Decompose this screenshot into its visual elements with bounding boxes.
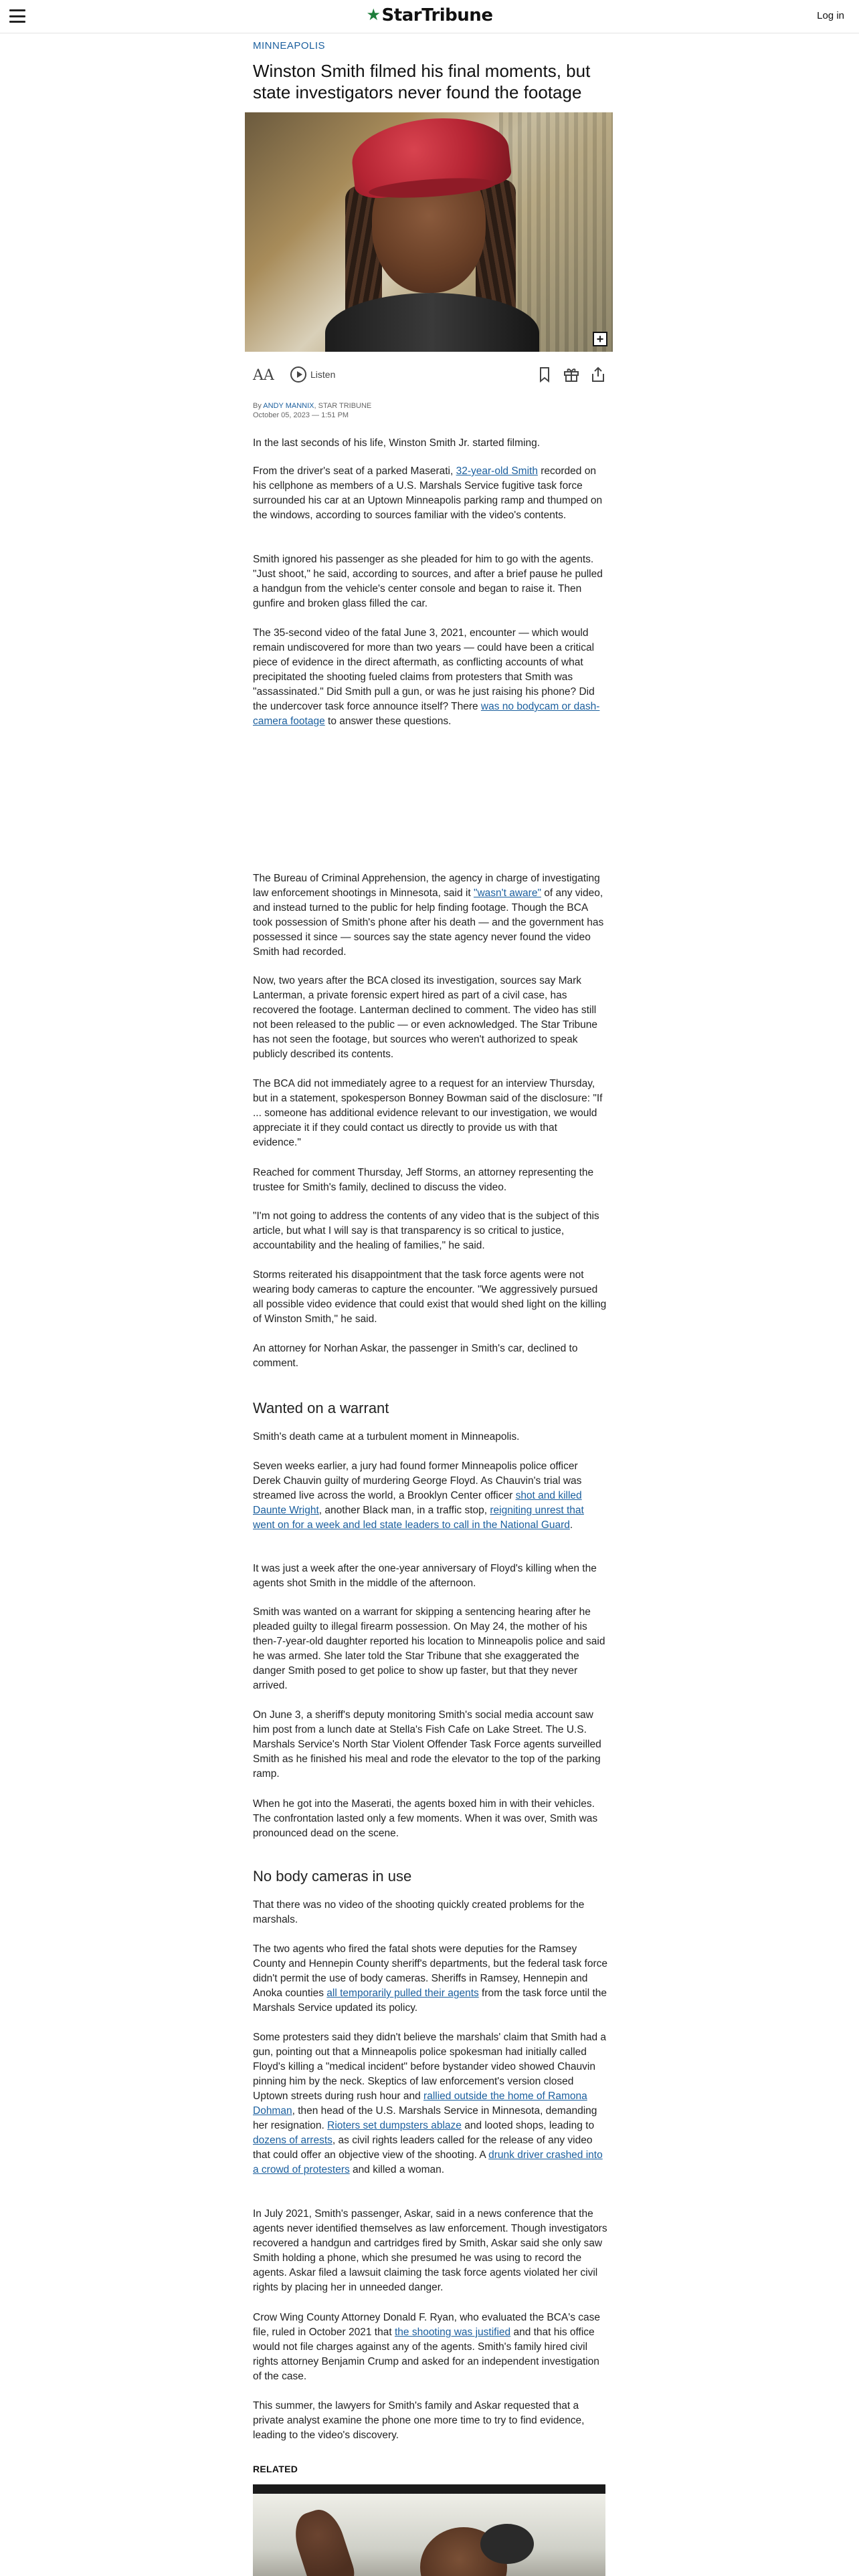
listen-label: Listen <box>310 369 336 380</box>
paragraph <box>253 2030 607 2177</box>
paragraph-text: and killed a woman. <box>349 2164 445 2175</box>
paragraph-text: , another Black man, in a traffic stop, <box>318 1505 490 1516</box>
logo-text: StarTribune <box>381 5 493 25</box>
paragraph-text: Crow Wing County Attorney Donald F. Ryan, who evaluated the BCA's case file, ruled in October 2021 that <box>253 2312 601 2338</box>
paragraph: Smith's death came at a turbulent moment in Minneapolis. <box>253 1431 520 1442</box>
paragraph-text: and looted shops, leading to <box>461 2120 595 2131</box>
font-size-label: AA <box>253 367 274 384</box>
paragraph: It was just a week after the one-year anniversary of Floyd's killing when the agents shot Smith in the middle of the afternoon. <box>253 1563 597 1589</box>
paragraph <box>253 626 607 729</box>
paragraph: "I'm not going to address the contents of any video that is the subject of this article, but what I will say is that transparency is so critical to justice, accountability and the healing of families," he said. <box>253 1210 599 1251</box>
author-link[interactable]: ANDY MANNIX <box>263 402 314 410</box>
headline: Winston Smith filmed his final moments, but state investigators never found the footage <box>253 61 591 102</box>
paragraph: That there was no video of the shooting quickly created problems for the marshals. <box>253 1899 585 1925</box>
paragraph-text: The two agents who fired the fatal shots were deputies for the Ramsey County and Hennepin County sheriff's departments, but the federal task force didn't permit the use of body cameras. Sheriffs in Ramsey, Hennepin and Anoka counties <box>253 1943 607 1999</box>
expand-icon[interactable]: + <box>593 332 607 346</box>
paragraph-text: recorded on his cellphone as members of a U.S. Marshals Service fugitive task force surrounded his car at an Uptown Minneapolis parking ramp and thumped on the windows, according to sources familiar with the video's contents. <box>253 465 603 521</box>
paragraph <box>253 1459 607 1533</box>
paragraph: Smith was wanted on a warrant for skipping a sentencing hearing after he pleaded guilty to illegal firearm possession. On May 24, the mother of his then-7-year-old daughter reported his location to Minneapolis police and said he was armed. She later told the Star Tribune that she exaggerated the danger Smith posed to get police to show up faster, but that they never arrived. <box>253 1606 605 1691</box>
inline-link[interactable]: the shooting was justified <box>394 2327 511 2338</box>
login-link[interactable]: Log in <box>817 10 844 21</box>
byline-prefix: By <box>253 402 262 410</box>
bookmark-icon[interactable] <box>536 366 553 383</box>
byline-outlet: , STAR TRIBUNE <box>314 402 372 410</box>
inline-link[interactable]: was no bodycam or dash-camera footage <box>253 701 600 727</box>
inline-link[interactable]: "wasn't aware" <box>473 887 541 899</box>
section-heading: Wanted on a warrant <box>253 1400 389 1416</box>
related-photo-cap <box>480 2524 534 2564</box>
hero-photo[interactable] <box>245 112 613 352</box>
paragraph <box>253 464 607 523</box>
paragraph-text: Seven weeks earlier, a jury had found former Minneapolis police officer Derek Chauvin guilty of murdering George Floyd. As Chauvin's trial was streamed live across the world, a Brooklyn Center officer <box>253 1461 582 1501</box>
paragraph: Storms reiterated his disappointment that the task force agents were not wearing body cameras to capture the encounter. "We aggressively pursued all possible video evidence that could exist that would shed light on the killing of Winston Smith," he said. <box>253 1269 607 1325</box>
paragraph: Smith ignored his passenger as she pleaded for him to go with the agents. "Just shoot," he said, according to sources, and after a brief pause he pulled a handgun from the vehicle's center console and began to raise it. Then gunfire and broken glass filled the car. <box>253 554 603 609</box>
paragraph-text: The Bureau of Criminal Apprehension, the agency in charge of investigating law enforcement shootings in Minnesota, said it <box>253 873 600 899</box>
related-story-image[interactable] <box>253 2484 605 2576</box>
star-icon: ★ <box>366 5 381 24</box>
paragraph <box>253 871 607 960</box>
paragraph: On June 3, a sheriff's deputy monitoring Smith's social media account saw him post from a lunch date at Stella's Fish Cafe on Lake Street. The U.S. Marshals Service's North Star Violent Offender Task Force agents surveilled Smith as he finished his meal and rode the elevator to the top of the parking ramp. <box>253 1709 601 1780</box>
inline-link[interactable]: 32-year-old Smith <box>456 465 538 477</box>
byline <box>253 401 607 420</box>
paragraph <box>253 1942 607 2016</box>
paragraph: In the last seconds of his life, Winston Smith Jr. started filming. <box>253 437 541 449</box>
gift-icon[interactable] <box>563 366 580 383</box>
paragraph-text: From the driver's seat of a parked Maserati, <box>253 465 456 477</box>
paragraph-text: Some protesters said they didn't believe the marshals' claim that Smith had a gun, pointing out that a Minneapolis police spokesman had initially called Floyd's killing a "medical incident" before bystander video showed Chauvin pinning him by the neck. Skeptics of law enforcement's version closed Uptown streets during rush hour and <box>253 2032 607 2102</box>
inline-link[interactable]: all temporarily pulled their agents <box>326 1988 479 1999</box>
paragraph-text: , then head of the U.S. Marshals Service in Minnesota, demanding her resignation. <box>253 2105 597 2131</box>
site-logo[interactable] <box>0 5 859 25</box>
inline-link[interactable]: drunk driver crashed into a crowd of protesters <box>253 2149 603 2175</box>
paragraph-text: , as civil rights leaders called for the release of any video that could offer an objective view of the shooting. A <box>253 2135 593 2161</box>
article-toolbar <box>253 366 607 386</box>
paragraph: Reached for comment Thursday, Jeff Storms, an attorney representing the trustee for Smith's family, declined to discuss the video. <box>253 1167 594 1193</box>
inline-link[interactable]: reigniting unrest that went on for a week and led state leaders to call in the National Guard <box>253 1505 584 1531</box>
inline-link[interactable]: dozens of arrests <box>253 2135 332 2146</box>
paragraph: The BCA did not immediately agree to a request for an interview Thursday, but in a statement, spokesperson Bonney Bowman said of the disclosure: "If ... someone has additional evidence relevant to our investigation, we would appreciate it if they could contact us directly to provide us with that evidence." <box>253 1078 603 1148</box>
share-icon[interactable] <box>589 366 607 383</box>
inline-link[interactable]: rallied outside the home of Ramona Dohman <box>253 2090 587 2117</box>
ad-slot <box>253 762 607 863</box>
paragraph: An attorney for Norhan Askar, the passenger in Smith's car, declined to comment. <box>253 1343 578 1369</box>
inline-link[interactable]: Rioters set dumpsters ablaze <box>327 2120 462 2131</box>
paragraph-text: and that his office would not file charges against any of the agents. Smith's family hired civil rights attorney Benjamin Crump and asked for an independent investigation of the case. <box>253 2327 599 2382</box>
font-size-button[interactable] <box>253 367 274 384</box>
publish-date: October 05, 2023 — 1:51 PM <box>253 411 349 419</box>
inline-link[interactable]: shot and killed Daunte Wright <box>253 1490 582 1516</box>
paragraph-text: The 35-second video of the fatal June 3, 2021, encounter — which would remain undiscovered for more than two years — could have been a critical piece of evidence in the direct aftermath, as conflicting accounts of what precipitated the shooting fueled claims from protesters that Smith was "assassinated." Did Smith pull a gun, or was he just raising his phone? Did the undercover task force announce itself? There <box>253 627 595 712</box>
paragraph: This summer, the lawyers for Smith's family and Askar requested that a private analyst examine the phone one more time to try to find evidence, leading to the video's discovery. <box>253 2400 585 2441</box>
section-heading: No body cameras in use <box>253 1868 412 1885</box>
paragraph <box>253 2311 607 2384</box>
paragraph-text: to answer these questions. <box>324 716 452 727</box>
paragraph-text: from the task force until the Marshals Service updated its policy. <box>253 1988 607 2014</box>
paragraph: When he got into the Maserati, the agents boxed him in with their vehicles. The confrontation lasted only a few moments. When it was over, Smith was pronounced dead on the scene. <box>253 1798 598 1839</box>
related-heading: RELATED <box>253 2464 298 2474</box>
section-kicker[interactable]: MINNEAPOLIS <box>253 40 326 51</box>
paragraph-text: . <box>569 1519 573 1531</box>
listen-button[interactable] <box>290 366 335 383</box>
site-header <box>0 0 859 33</box>
play-icon <box>290 366 306 383</box>
paragraph: Now, two years after the BCA closed its investigation, sources say Mark Lanterman, a private forensic expert hired as part of a civil case, has recovered the footage. Lanterman declined to comment. The video has still not been released to the public — or even acknowledged. The Star Tribune has not seen the footage, but sources who weren't authorized to speak publicly described its contents. <box>253 975 597 1060</box>
paragraph: In July 2021, Smith's passenger, Askar, said in a news conference that the agents never identified themselves as law enforcement. Though investigators recovered a handgun and cartridges fired by Smith, Askar said she only saw Smith holding a phone, which she presumed he was using to record the agents. Askar filed a lawsuit claiming the task force agents violated her civil rights by placing her in unneeded danger. <box>253 2208 607 2293</box>
paragraph-text: of any video, and instead turned to the public for help finding footage. Though the BCA took possession of Smith's phone after his death — and the government has possessed it since — sources say the state agency never found the video Smith had recorded. <box>253 887 604 958</box>
